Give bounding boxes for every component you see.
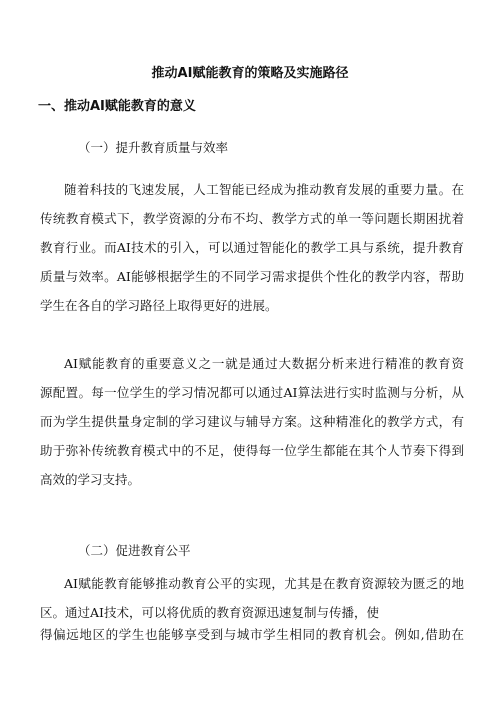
paragraph-line: 随着科技的飞速发展，人工智能已经成为推动教育发展的重要力量。在 <box>64 182 464 197</box>
paragraph-line: 学生在各自的学习路径上取得更好的进展。 <box>40 298 278 313</box>
paragraph-line: 源配置。每一位学生的学习情况都可以通过AI算法进行实时监测与分析，从 <box>40 385 464 400</box>
paragraph-line: AI赋能教育能够推动教育公平的实现，尤其是在教育资源较为匮乏的地 <box>64 576 464 591</box>
subsection-heading-equity: （二）促进教育公平 <box>78 543 191 558</box>
paragraph-equity <box>40 574 464 654</box>
section-heading-significance: 一、推动AI赋能教育的意义 <box>38 99 196 114</box>
paragraph-line: 高效的学习支持。 <box>40 472 141 487</box>
paragraph-line: 得偏远地区的学生也能够享受到与城市学生相同的教育机会。例如,借助在 <box>40 627 464 642</box>
paragraph-line: 助于弥补传统教育模式中的不足，使得每一位学生都能在其个人节奏下得到 <box>40 443 464 458</box>
paragraph-line: 质量与效率。AI能够根据学生的不同学习需求提供个性化的教学内容，帮助 <box>40 269 464 284</box>
paragraph-line: 区。通过AI技术，可以将优质的教育资源迅速复制与传播，使 <box>40 605 379 620</box>
paragraph-line: 教育行业。而AI技术的引入，可以通过智能化的教学工具与系统，提升教育 <box>40 240 464 255</box>
document-title: 推动AI赋能教育的策略及实施路径 <box>151 66 349 81</box>
subsection-heading-quality-efficiency: （一）提升教育质量与效率 <box>78 140 229 155</box>
paragraph-line: AI赋能教育的重要意义之一就是通过大数据分析来进行精准的教育资 <box>64 356 464 371</box>
paragraph-line: 而为学生提供量身定制的学习建议与辅导方案。这种精准化的教学方式，有 <box>40 414 464 429</box>
paragraph-data-analysis <box>40 354 464 499</box>
paragraph-quality-efficiency <box>40 180 464 325</box>
paragraph-line: 传统教育模式下，教学资源的分布不均、教学方式的单一等问题长期困扰着 <box>40 211 464 226</box>
